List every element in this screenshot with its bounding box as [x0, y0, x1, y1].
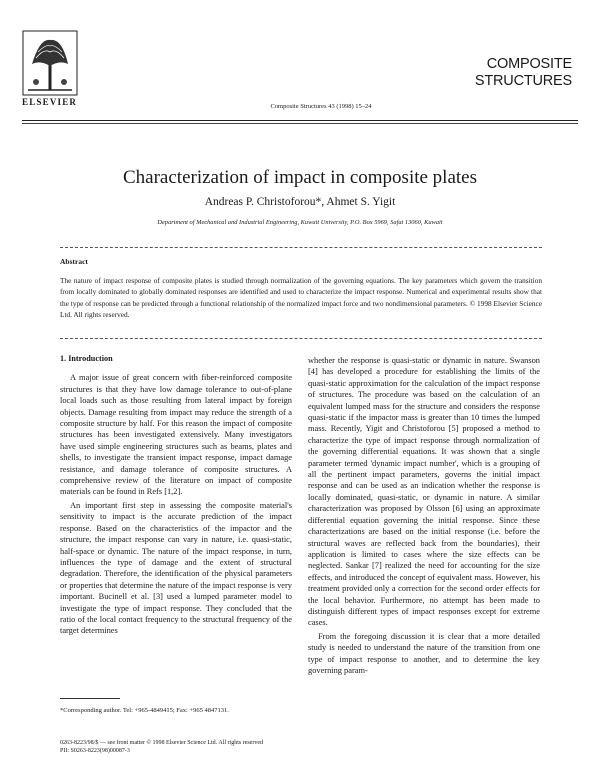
- left-column: [60, 353, 292, 637]
- section-heading-introduction: 1. Introduction: [60, 354, 113, 363]
- abstract-top-rule: [60, 247, 542, 248]
- journal-reference: Composite Structures 43 (1998) 15–24: [270, 103, 372, 110]
- article-title: Characterization of impact in composite plates: [122, 167, 477, 188]
- abstract-text: The nature of impact response of composite plates is studied through normalization of the governing equations. The key parameters which govern the transition from locally dominated to globally dominated responses are identified and used to characterize the impact response. Numerical and experimental results show that the type of response can be predicted through a functional relationship of the normalized impact force and two nondimensional parameters. © 1998 Elsevier Science Ltd. All rights reserved.: [60, 276, 542, 320]
- paragraph: An important first step in assessing the composite material's sensitivity to impact is the accurate prediction of the impact response. Based on the characteristics of the impactor and the structure, the impact response can vary in nature, i.e. quasi-static, half-space or dynamic. The nature of the impact response, in turn, influences the type of damage and the extent of structural degradation. Therefore, the identification of the physical parameters or properties that determine the nature of the impact response is very important. Bucinell et al. [3] used a lumped parameter model to investigate the type of impact response. They concluded that the ratio of the local contact frequency to the structural frequency of the target determines: [60, 500, 292, 636]
- journal-name-line2: STRUCTURES: [474, 73, 572, 89]
- header-divider-thin: [22, 123, 578, 124]
- author-affiliation: Department of Mechanical and Industrial Engineering, Kuwait University, P.O. Box 5969, Safat 13060, Kuwait: [157, 219, 443, 226]
- paragraph: whether the response is quasi-static or dynamic in nature. Swanson [4] has developed a procedure for establishing the limits of the quasi-static approximation for the calculation of the impact response of structures. The procedure was based on the calculation of an equivalent lumped mass for the structure and considers the response quasi-static if the impactor mass is greater than 10 times the lumped mass. Recently, Yigit and Christoforou [5] proposed a method to characterize the type of impact response through normalization of the governing differential equations. It was shown that a single parameter termed 'dynamic impact number', which is a grouping of all the pertinent impact parameters, governs the initial impact response and can be used as an indication whether the response is locally dominated, quasi-static, or dynamic in nature. A similar characterization was proposed by Olsson [6] using an approximate differential equation governing the initial response. Since these characterizations are based on the initial response (i.e. before the structural waves are reflected back from the boundaries), their application is limited to cases where the size effects can be neglected. Sankar [7] realized the need for accounting for the size effects, and introduced the concept of equivalent mass. However, his treatment provided only a correction for the second order effects for the local behavior. Furthermore, no attempt has been made to distinguish different types of impact responses except for extreme cases.: [308, 356, 540, 628]
- abstract-bottom-rule: [60, 338, 542, 339]
- right-column: [308, 355, 540, 676]
- article-authors: Andreas P. Christoforou*, Ahmet S. Yigit: [204, 196, 396, 208]
- copyright-footer: [60, 739, 460, 755]
- copyright-line: 0263-8223/98/$ — see front matter © 1998 Elsevier Science Ltd. All rights reserved: [60, 740, 264, 746]
- corresponding-author-footnote: *Corresponding author. Tel: +965-4849415; Fax: +965 4847131.: [60, 707, 229, 714]
- journal-name: [452, 56, 572, 90]
- paragraph: A major issue of great concern with fiber-reinforced composite structures is that they have low damage tolerance to out-of-plane local loads such as those resulting from lateral impact by foreign objects. Damage resulting from impact may reduce the strength of a composite structure by half. For this reason the impact of composite structures has been investigated extensively. Many investigators have used simple engineering structures such as beams, plates and shells, to investigate the transient impact response, impact damage resistance, and damage tolerance of composite structures. A comprehensive review of the literature on impact of composite materials can be found in Refs [1,2].: [60, 373, 292, 497]
- journal-name-line1: COMPOSITE: [486, 56, 572, 72]
- header-divider: [22, 120, 578, 121]
- paragraph: From the foregoing discussion it is clear that a more detailed study is needed to understand the nature of the transition from one type of impact response to another, and to determine the key governing param-: [308, 631, 540, 675]
- publisher-name: ELSEVIER: [22, 97, 78, 107]
- elsevier-tree-logo: [22, 30, 78, 96]
- abstract-heading: Abstract: [60, 257, 88, 266]
- footnote-divider: [60, 698, 120, 699]
- pii-line: PII: S0263-8223(98)00087-3: [60, 748, 130, 754]
